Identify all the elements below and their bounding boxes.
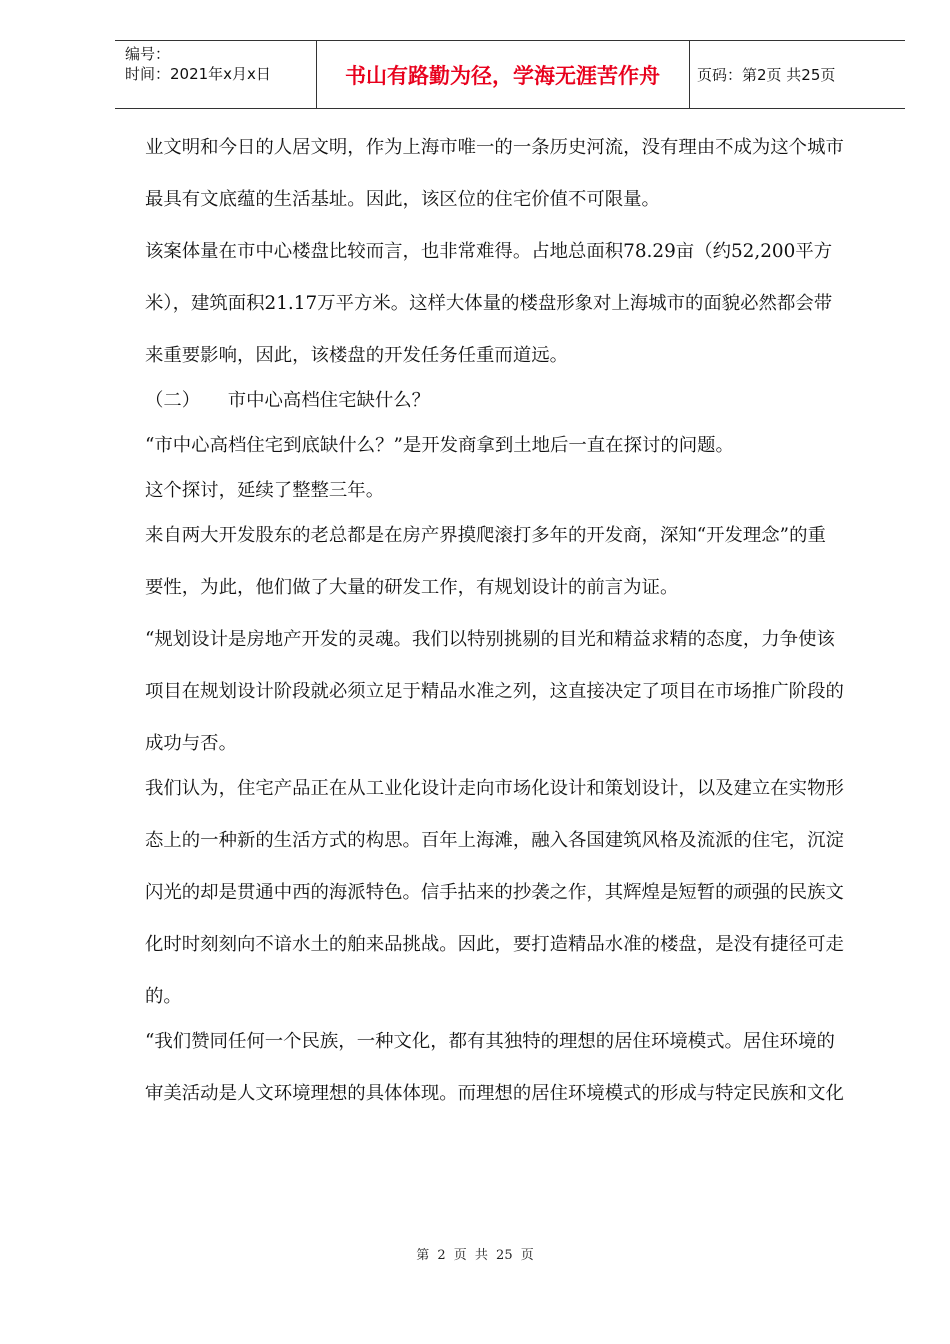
document-body [145, 128, 873, 1126]
text-line: 项目在规划设计阶段就必须立足于精品水准之列，这直接决定了项目在市场推广阶段的 [145, 681, 844, 702]
header-page-label: 页码：第2页 共25页 [697, 66, 836, 84]
page-header [115, 40, 905, 109]
text-line: 业文明和今日的人居文明，作为上海市唯一的一条历史河流，没有理由不成为这个城市 [145, 137, 844, 158]
header-motto: 书山有路勤为径，学海无涯苦作舟 [345, 63, 660, 88]
header-meta [125, 44, 271, 84]
number-label: 编号： [125, 45, 171, 63]
text-line: 米），建筑面积21.17万平方米。这样大体量的楼盘形象对上海城市的面貌必然都会带 [145, 293, 833, 314]
time-label: 时间：2021年x月x日 [125, 65, 271, 83]
text-line: 这个探讨，延续了整整三年。 [145, 480, 385, 501]
text-line: 审美活动是人文环境理想的具体体现。而理想的居住环境模式的形成与特定民族和文化 [145, 1083, 844, 1104]
text-line: “规划设计是房地产开发的灵魂。我们以特别挑剔的目光和精益求精的态度，力争使该 [145, 629, 835, 650]
text-line: 的。 [145, 986, 182, 1007]
text-line: 闪光的却是贯通中西的海派特色。信手拈来的抄袭之作，其辉煌是短暂的顽强的民族文 [145, 882, 844, 903]
header-divider [689, 41, 690, 108]
text-line: 最具有文底蕴的生活基址。因此，该区位的住宅价值不可限量。 [145, 189, 660, 210]
text-line: 该案体量在市中心楼盘比较而言，也非常难得。占地总面积78.29亩（约52,200平方 [145, 241, 833, 262]
text-line: 来自两大开发股东的老总都是在房产界摸爬滚打多年的开发商，深知“开发理念”的重 [145, 525, 826, 546]
text-line: 化时时刻刻向不谙水土的舶来品挑战。因此，要打造精品水准的楼盘，是没有捷径可走 [145, 934, 844, 955]
text-line: 要性，为此，他们做了大量的研发工作，有规划设计的前言为证。 [145, 577, 679, 598]
section-heading: （二） 市中心高档住宅缺什么？ [145, 390, 431, 411]
text-line: “我们赞同任何一个民族，一种文化，都有其独特的理想的居住环境模式。居住环境的 [145, 1031, 835, 1052]
text-line: 我们认为，住宅产品正在从工业化设计走向市场化设计和策划设计，以及建立在实物形 [145, 778, 844, 799]
page-footer: 第 2 页 共 25 页 [416, 1248, 534, 1263]
text-line: 成功与否。 [145, 733, 237, 754]
text-line: 态上的一种新的生活方式的构思。百年上海滩，融入各国建筑风格及流派的住宅，沉淀 [145, 830, 844, 851]
text-line: “市中心高档住宅到底缺什么？”是开发商拿到土地后一直在探讨的问题。 [145, 435, 734, 456]
text-line: 来重要影响，因此，该楼盘的开发任务任重而道远。 [145, 345, 568, 366]
